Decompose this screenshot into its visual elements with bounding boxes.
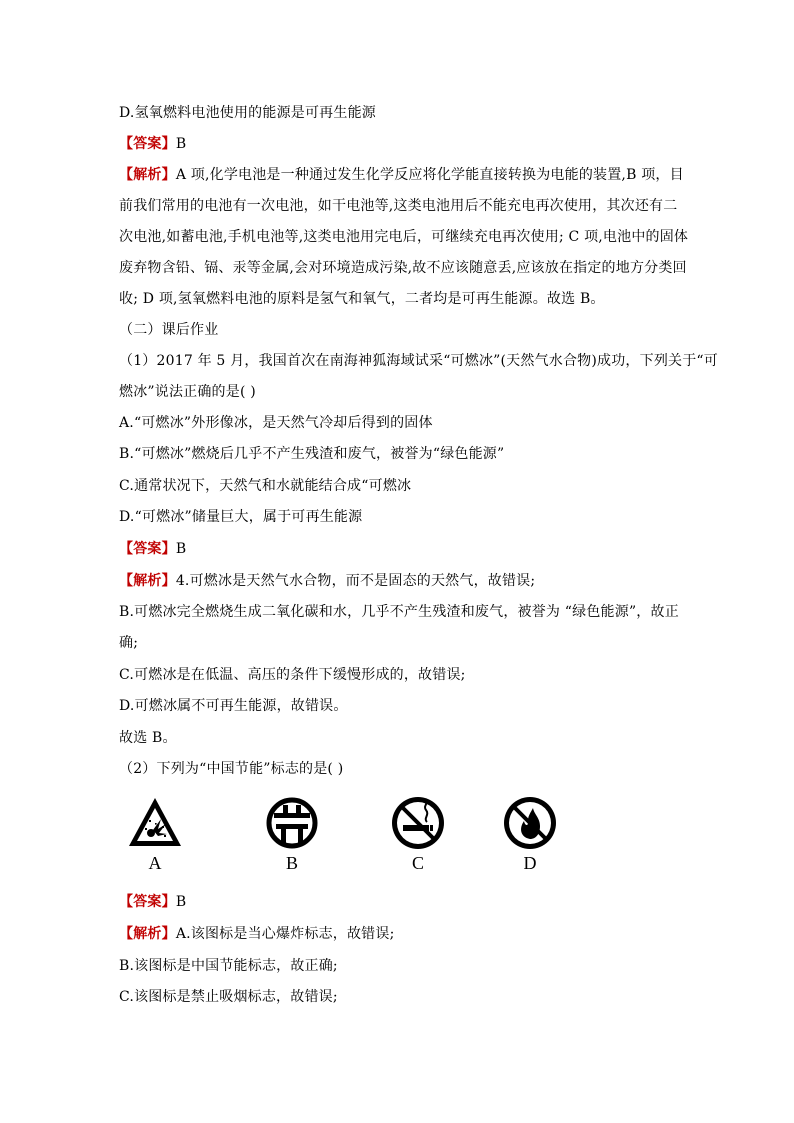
analysis-label: 【解析】 — [119, 167, 176, 183]
q2-analysis-line-4: C.可燃冰是在低温、高压的条件下缓慢形成的，故错误; — [119, 667, 466, 683]
answer-label: 【答案】 — [119, 894, 176, 910]
sign-letter-c: C — [411, 853, 424, 873]
q2-analysis-line-2: B.可燃冰完全燃烧生成二氧化碳和水，几乎不产生残渣和废气，被誉为 “绿色能源”，故正 — [119, 604, 679, 620]
q3-analysis-line-2: B.该图标是中国节能标志，故正确; — [119, 958, 338, 974]
q2-answer-value: B — [175, 541, 187, 557]
q2-option-c: C.通常状况下，天然气和水就能结合成“可燃冰 — [119, 478, 412, 494]
sign-letter-d: D — [523, 853, 537, 873]
sign-option-c — [382, 793, 454, 883]
no-smoking-icon — [390, 795, 446, 851]
sign-option-b — [256, 793, 328, 883]
explosion-warning-icon — [127, 795, 183, 851]
q1-analysis-line-4: 废弃物含铅、镉、汞等金属,会对环境造成污染,故不应该随意丢,应该放在指定的地方分类回 — [119, 260, 687, 276]
q3-analysis-line-3: C.该图标是禁止吸烟标志，故错误; — [119, 989, 338, 1005]
q2-option-a: A.“可燃冰”外形像冰，是天然气冷却后得到的固体 — [119, 415, 433, 431]
analysis-label: 【解析】 — [119, 573, 176, 589]
q3-sign-options — [0, 793, 794, 883]
sign-option-d — [494, 793, 566, 883]
answer-label: 【答案】 — [119, 136, 176, 152]
q2-option-b: B.“可燃冰”燃烧后几乎不产生残渣和废气，被誉为“绿色能源” — [119, 446, 505, 462]
q1-answer-line — [119, 135, 186, 153]
china-energy-saving-icon — [264, 795, 320, 851]
analysis-label: 【解析】 — [119, 926, 176, 942]
q1-analysis-line-3: 次电池,如蓄电池,手机电池等,这类电池用完电后，可继续充电再次使用; C 项,电池中的固体 — [119, 229, 689, 245]
answer-label: 【答案】 — [119, 541, 176, 557]
q2-analysis-line-5: D.可燃冰属不可再生能源，故错误。 — [119, 698, 348, 714]
sign-letter-b: B — [285, 853, 298, 873]
q3-analysis-text-1: A.该图标是当心爆炸标志，故错误; — [175, 926, 395, 942]
no-fire-icon — [502, 795, 558, 851]
section-heading: （二）课后作业 — [119, 322, 219, 338]
q1-option-d: D.氢氧燃料电池使用的能源是可再生能源 — [119, 105, 376, 121]
sign-option-a — [119, 793, 191, 883]
q2-analysis-text-1: 4.可燃冰是天然气水合物，而不是固态的天然气，故错误; — [175, 573, 536, 589]
q2-stem-line-2: 燃冰”说法正确的是( ) — [119, 384, 256, 400]
q3-answer-line — [119, 893, 186, 911]
q2-conclusion: 故选 B。 — [119, 730, 177, 746]
q2-option-d: D.“可燃冰”储量巨大，属于可再生能源 — [119, 509, 363, 525]
q1-analysis-line-5: 收; D 项,氢氧燃料电池的原料是氢气和氧气，二者均是可再生能源。故选 B。 — [119, 291, 605, 307]
q3-answer-value: B — [175, 894, 187, 910]
q1-answer-value: B — [175, 136, 187, 152]
q2-analysis-line-3: 确; — [119, 635, 139, 651]
sign-letter-a: A — [148, 853, 162, 873]
q3-stem: （2）下列为“中国节能”标志的是( ) — [119, 761, 344, 777]
q1-analysis-line-1 — [119, 166, 684, 184]
q3-analysis-line-1 — [119, 925, 395, 943]
q2-answer-line — [119, 540, 186, 558]
q1-analysis-line-2: 前我们常用的电池有一次电池，如干电池等,这类电池用后不能充电再次使用，其次还有二 — [119, 198, 678, 214]
q2-stem-line-1: （1）2017 年 5 月，我国首次在南海神狐海域试采“可燃冰”(天然气水合物)成功，下列关于“可 — [119, 353, 718, 369]
q2-analysis-line-1 — [119, 572, 535, 590]
q1-analysis-text-1: A 项,化学电池是一种通过发生化学反应将化学能直接转换为电能的装置,B 项，目 — [175, 167, 684, 183]
